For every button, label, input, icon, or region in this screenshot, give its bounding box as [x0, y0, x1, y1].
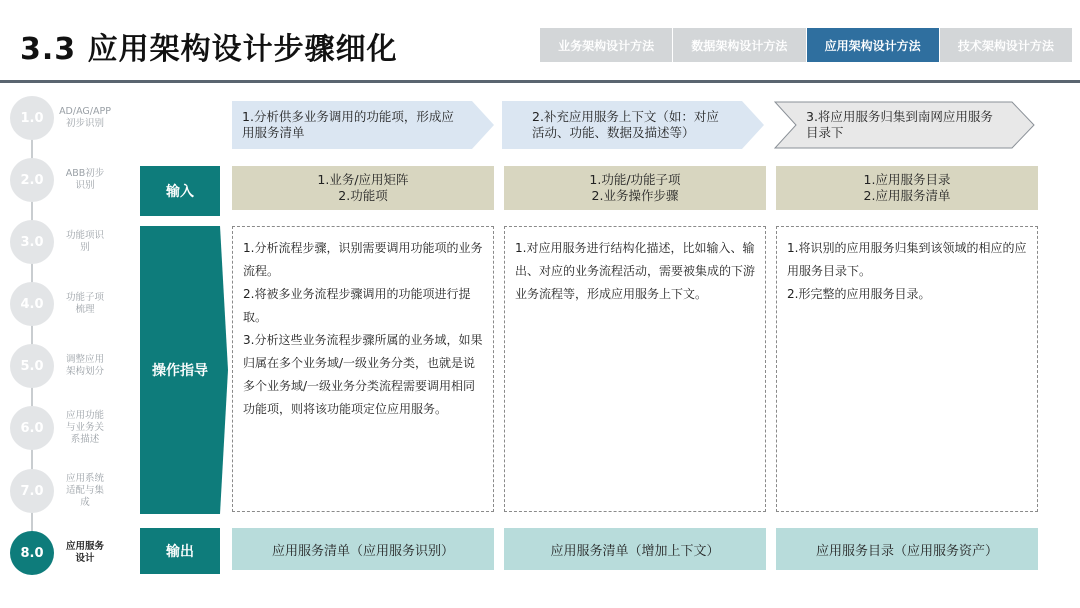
tab-data-architecture[interactable]: 数据架构设计方法 — [673, 28, 806, 62]
column-3-operation — [776, 226, 1038, 512]
page-title: 3.3 应用架构设计步骤细化 — [20, 32, 398, 67]
input-item: 2.功能项 — [338, 188, 388, 203]
step-label: 功能项识别 — [65, 230, 104, 253]
step-number: 5.0 — [10, 344, 54, 388]
operation-row-label-text: 操作指导 — [152, 363, 208, 379]
column-3-header — [774, 101, 1036, 149]
column-2-output: 应用服务清单（增加上下文） — [504, 528, 766, 570]
tab-business-architecture[interactable]: 业务架构设计方法 — [540, 28, 673, 62]
column-1-operation — [232, 226, 494, 512]
step-number: 7.0 — [10, 469, 54, 513]
column-3-output: 应用服务目录（应用服务资产） — [776, 528, 1038, 570]
step-5[interactable] — [10, 344, 120, 404]
step-3[interactable] — [10, 220, 120, 280]
step-label: 应用系统适配与集成 — [65, 473, 104, 508]
input-item: 2.应用服务清单 — [863, 188, 951, 203]
column-1-output: 应用服务清单（应用服务识别） — [232, 528, 494, 570]
step-4[interactable] — [10, 282, 120, 342]
method-tabs — [540, 28, 1073, 62]
operation-paragraph: 3.分析这些业务流程步骤所属的业务域，如果归属在多个业务域/一级业务分类，也就是说多个业务域/一级业务分类流程需要调用相同功能项，则将该功能项定位应用服务。 — [243, 333, 483, 416]
step-number: 8.0 — [10, 531, 54, 575]
step-number: 2.0 — [10, 158, 54, 202]
column-3-input — [776, 166, 1038, 210]
column-2-input — [504, 166, 766, 210]
column-header-text: 3.将应用服务归集到南网应用服务目录下 — [806, 109, 993, 140]
step-label: 应用服务设计 — [65, 541, 104, 564]
step-label: ABB初步识别 — [65, 168, 105, 191]
step-number: 3.0 — [10, 220, 54, 264]
step-label: 应用功能与业务关系描述 — [65, 410, 104, 445]
operation-paragraph: 2.形完整的应用服务目录。 — [787, 287, 931, 301]
column-1-input — [232, 166, 494, 210]
step-label: AD/AG/APP初步识别 — [59, 106, 111, 129]
step-1[interactable] — [10, 96, 120, 156]
step-label: 功能子项梳理 — [65, 292, 104, 315]
step-label: 调整应用架构划分 — [65, 354, 104, 377]
output-row-label: 输出 — [140, 528, 220, 574]
column-1-header — [232, 101, 494, 149]
tab-technology-architecture[interactable]: 技术架构设计方法 — [940, 28, 1073, 62]
step-number: 6.0 — [10, 406, 54, 450]
step-7[interactable] — [10, 469, 120, 529]
operation-paragraph: 1.将识别的应用服务归集到该领域的相应的应用服务目录下。 — [787, 241, 1027, 278]
operation-row-label — [140, 226, 228, 514]
header-divider — [0, 80, 1080, 83]
operation-paragraph: 2.将被多业务流程步骤调用的功能项进行提取。 — [243, 287, 471, 324]
input-item: 1.应用服务目录 — [863, 172, 951, 187]
input-item: 1.业务/应用矩阵 — [317, 172, 409, 187]
column-2-operation — [504, 226, 766, 512]
step-2[interactable] — [10, 158, 120, 218]
step-6[interactable] — [10, 406, 120, 466]
column-header-text: 1.分析供多业务调用的功能项，形成应用服务清单 — [242, 109, 454, 140]
step-number: 1.0 — [10, 96, 54, 140]
input-item: 1.功能/功能子项 — [589, 172, 681, 187]
step-number: 4.0 — [10, 282, 54, 326]
tab-application-architecture[interactable]: 应用架构设计方法 — [807, 28, 940, 62]
operation-paragraph: 1.对应用服务进行结构化描述，比如输入、输出、对应的业务流程活动，需要被集成的下游业务流程等，形成应用服务上下文。 — [515, 241, 756, 301]
step-8[interactable] — [10, 531, 120, 591]
operation-paragraph: 1.分析流程步骤，识别需要调用功能项的业务流程。 — [243, 241, 483, 278]
column-header-text: 2.补充应用服务上下文（如：对应活动、功能、数据及描述等） — [532, 109, 719, 140]
column-2-header — [502, 101, 764, 149]
input-item: 2.业务操作步骤 — [591, 188, 679, 203]
input-row-label: 输入 — [140, 166, 220, 216]
